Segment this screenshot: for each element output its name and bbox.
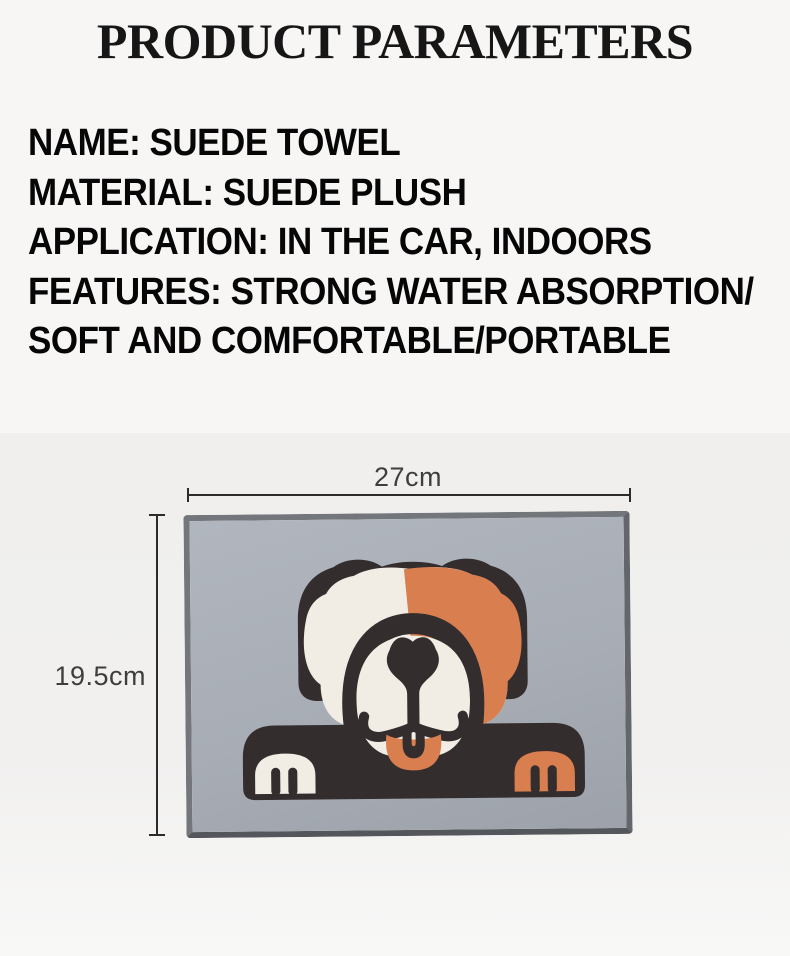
dimension-tick [149, 514, 165, 516]
dimension-tick [149, 834, 165, 836]
parameter-list [28, 119, 790, 367]
dog-right-paw [514, 751, 575, 792]
parameter-line-features-cont: SOFT AND COMFORTABLE/PORTABLE [28, 320, 671, 362]
parameter-line-material: MATERIAL: SUEDE PLUSH [28, 171, 467, 214]
parameter-line-name: NAME: SUEDE TOWEL [28, 122, 401, 164]
parameters-section [0, 0, 790, 433]
page-title: PRODUCT PARAMETERS [96, 13, 694, 69]
towel-product-photo [183, 511, 632, 838]
parameter-line-features: FEATURES: STRONG WATER ABSORPTION/ [28, 270, 754, 313]
product-photo-section [0, 433, 790, 956]
width-dimension-line [187, 494, 631, 496]
height-dimension-line [156, 514, 158, 836]
dog-left-paw [255, 753, 316, 794]
bulldog-illustration [231, 555, 595, 810]
dimension-tick [629, 488, 631, 502]
width-dimension-label: 27cm [373, 462, 443, 492]
parameter-line-application: APPLICATION: IN THE CAR, INDOORS [28, 221, 652, 263]
height-dimension-label: 19.5cm [54, 661, 146, 691]
dimension-tick [187, 488, 189, 502]
